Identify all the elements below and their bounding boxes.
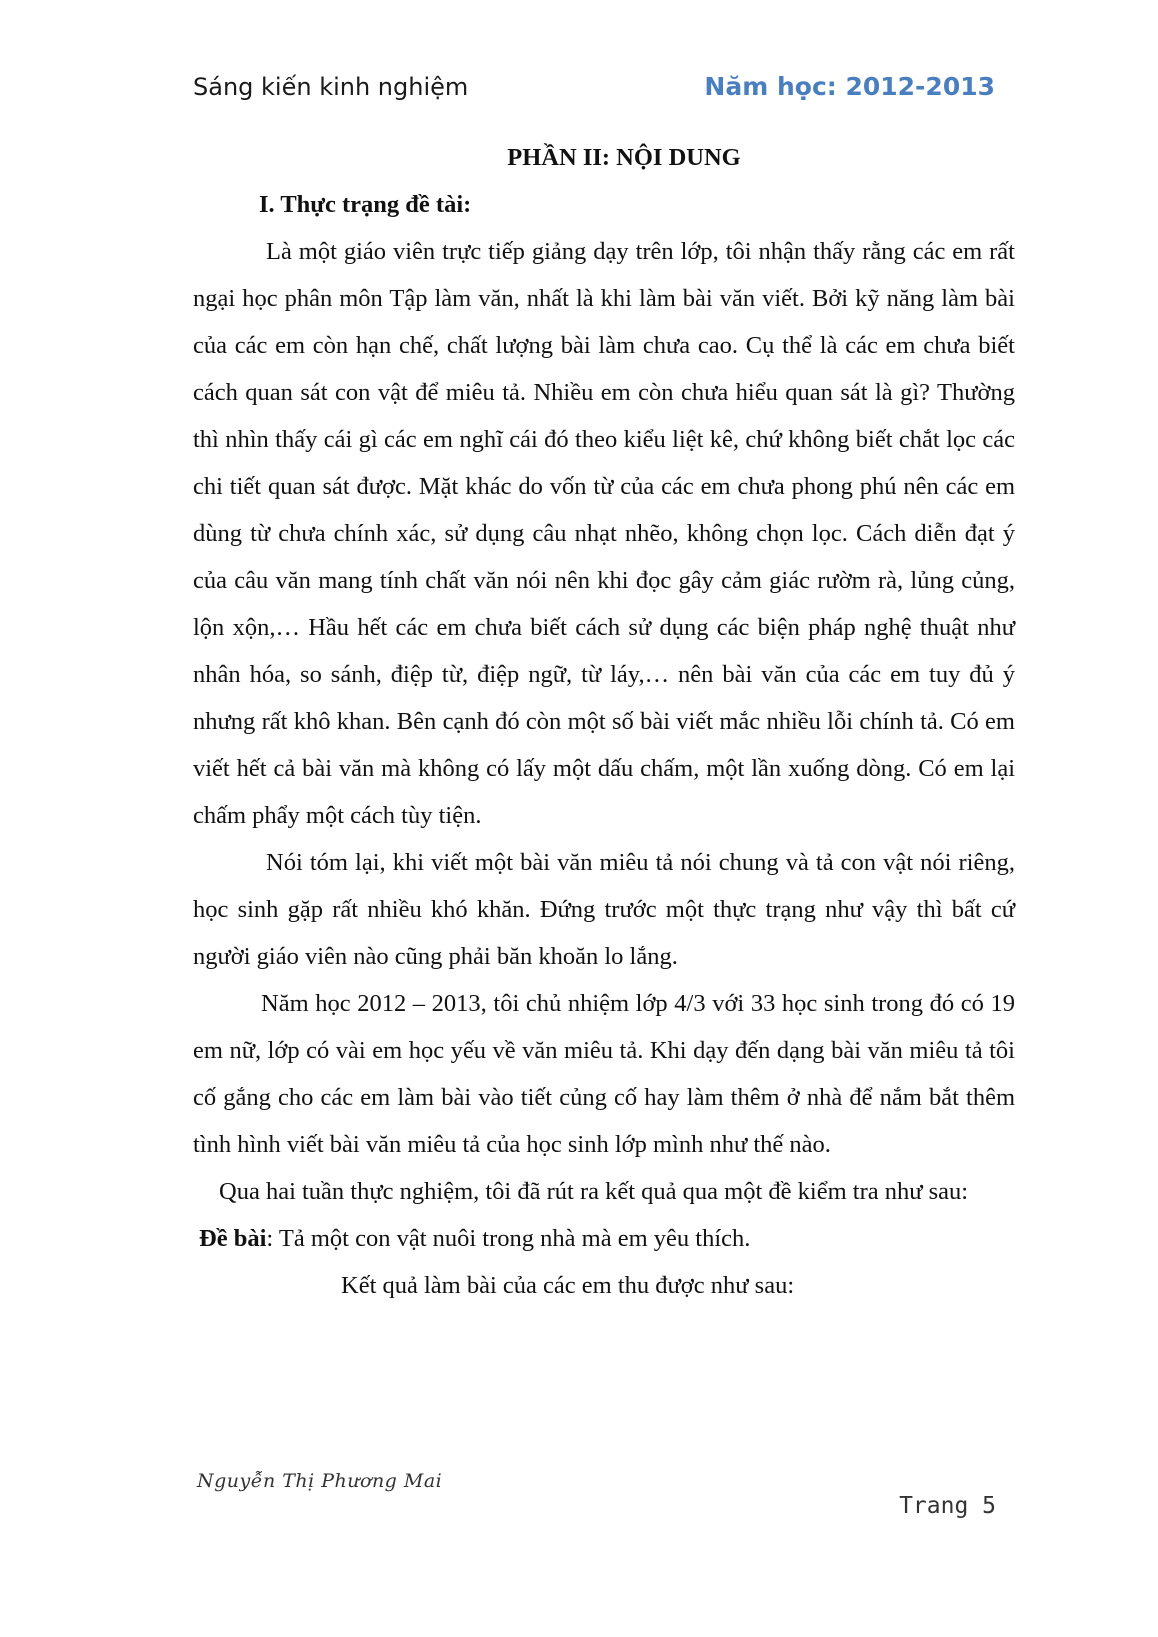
result-intro: Kết quả làm bài của các em thu được như sau:	[341, 1272, 795, 1299]
footer-page-number: Trang 5	[899, 1493, 996, 1519]
paragraph-2: Nói tóm lại, khi viết một bài văn miêu tả nói chung và tả con vật nói riêng, học sinh gặp rất nhiều khó khăn. Đứng trước một thực trạng như vậy thì bất cứ người giáo viên nào cũng phải băn khoăn lo lắng.	[193, 849, 1015, 970]
subsection-title: I. Thực trạng đề tài:	[259, 191, 472, 218]
header-title: Sáng kiến kinh nghiệm	[193, 73, 469, 101]
assignment-line	[193, 1215, 1015, 1262]
footer-author: Nguyễn Thị Phương Mai	[197, 1470, 443, 1492]
header-school-year: Năm học: 2012-2013	[704, 72, 995, 101]
paragraph-1: Là một giáo viên trực tiếp giảng dạy trên lớp, tôi nhận thấy rằng các em rất ngại học phân môn Tập làm văn, nhất là khi làm bài văn viết. Bởi kỹ năng làm bài của các em còn hạn chế, chất lượng bài làm chưa cao. Cụ thể là các em chưa biết cách quan sát con vật để miêu tả. Nhiều em còn chưa hiểu quan sát là gì? Thường thì nhìn thấy cái gì các em nghĩ cái đó theo kiểu liệt kê, chứ không biết chắt lọc các chi tiết quan sát được. Mặt khác do vốn từ của các em chưa phong phú nên các em dùng từ chưa chính xác, sử dụng câu nhạt nhẽo, không chọn lọc. Cách diễn đạt ý của câu văn mang tính chất văn nói nên khi đọc gây cảm giác rườm rà, lủng củng, lộn xộn,… Hầu hết các em chưa biết cách sử dụng các biện pháp nghệ thuật như nhân hóa, so sánh, điệp từ, điệp ngữ, từ láy,… nên bài văn của các em tuy đủ ý nhưng rất khô khan. Bên cạnh đó còn một số bài viết mắc nhiều lỗi chính tả. Có em viết hết cả bài văn mà không có lấy một dấu chấm, một lần xuống dòng. Có em lại chấm phẩy một cách tùy tiện.	[193, 238, 1015, 829]
assignment-label: Đề bài	[199, 1225, 267, 1252]
section-title: PHẦN II: NỘI DUNG	[507, 144, 741, 171]
assignment-text: : Tả một con vật nuôi trong nhà mà em yêu thích.	[266, 1225, 751, 1252]
document-body	[193, 134, 1015, 1309]
paragraph-4: Qua hai tuần thực nghiệm, tôi đã rút ra kết quả qua một đề kiểm tra như sau:	[219, 1178, 969, 1205]
paragraph-3: Năm học 2012 – 2013, tôi chủ nhiệm lớp 4/3 với 33 học sinh trong đó có 19 em nữ, lớp có vài em học yếu về văn miêu tả. Khi dạy đến dạng bài văn miêu tả tôi cố gắng cho các em làm bài vào tiết củng cố hay làm thêm ở nhà để nắm bắt thêm tình hình viết bài văn miêu tả của học sinh lớp mình như thế nào.	[193, 990, 1015, 1158]
